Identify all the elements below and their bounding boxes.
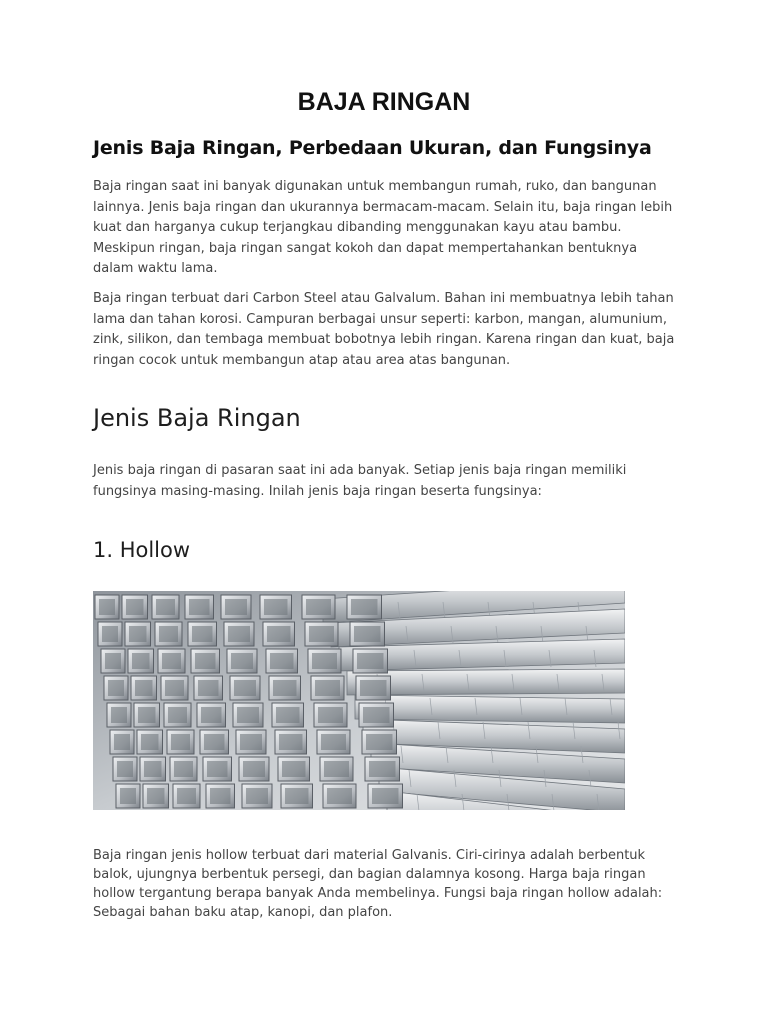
- steel-profile-hollow: [279, 734, 303, 750]
- steel-profile-hollow: [159, 626, 178, 642]
- steel-profile-hollow: [228, 626, 250, 642]
- steel-profile-hollow: [210, 788, 231, 804]
- subsection-heading: 1. Hollow: [93, 538, 191, 562]
- steel-profile-hollow: [207, 761, 228, 777]
- steel-profile-hollow: [306, 599, 331, 615]
- steel-profile-hollow: [174, 761, 193, 777]
- steel-profile-hollow: [315, 680, 340, 696]
- hollow-steel-image: [93, 591, 625, 810]
- steel-profile-hollow: [171, 734, 190, 750]
- steel-profile-hollow: [138, 707, 156, 723]
- steel-profile-hollow: [360, 680, 387, 696]
- section-paragraph: Jenis baja ringan di pasaran saat ini ada banyak. Setiap jenis baja ringan memiliki fungsinya masing-masing. Inilah jenis baja ringan beserta fungsinya:: [93, 463, 627, 499]
- steel-profile-hollow: [105, 653, 121, 669]
- steel-profile-hollow: [129, 626, 147, 642]
- steel-profile-hollow: [204, 734, 225, 750]
- steel-profile-hollow: [198, 680, 219, 696]
- steel-profile-hollow: [99, 599, 115, 615]
- steel-profile-hollow: [237, 707, 259, 723]
- steel-profile-hollow: [234, 680, 256, 696]
- steel-profile-hollow: [156, 599, 175, 615]
- steel-profile-hollow: [270, 653, 294, 669]
- steel-profile-hollow: [273, 680, 297, 696]
- hollow-paragraph: Baja ringan jenis hollow terbuat dari material Galvanis. Ciri-cirinya adalah berbentuk balok, ujungnya berbentuk persegi, dan bagian dalamnya kosong. Harga baja ringan hollow tergantung berapa banyak Anda membelinya. Fungsi baja ringan hollow adalah: Sebagai bahan baku atap, kanopi, dan plafon.: [93, 848, 663, 920]
- steel-profile-hollow: [351, 599, 378, 615]
- section-heading: Jenis Baja Ringan: [93, 404, 301, 432]
- steel-profile-hollow: [195, 653, 216, 669]
- steel-profile-hollow: [366, 734, 393, 750]
- steel-profile-hollow: [201, 707, 222, 723]
- steel-profile-hollow: [240, 734, 262, 750]
- steel-profile-hollow: [225, 599, 247, 615]
- steel-profile-hollow: [369, 761, 396, 777]
- steel-profile-hollow: [114, 734, 130, 750]
- steel-profile-hollow: [243, 761, 265, 777]
- steel-profile-hollow: [147, 788, 165, 804]
- steel-profile-hollow: [162, 653, 181, 669]
- steel-profile-hollow: [117, 761, 133, 777]
- steel-profile-hollow: [285, 788, 309, 804]
- steel-profile-hollow: [141, 734, 159, 750]
- steel-profile-hollow: [357, 653, 384, 669]
- steel-profile-hollow: [282, 761, 306, 777]
- steel-profile-hollow: [324, 761, 349, 777]
- steel-profile-hollow: [309, 626, 334, 642]
- steel-profile-hollow: [132, 653, 150, 669]
- steel-profile-hollow: [126, 599, 144, 615]
- steel-profile-hollow: [327, 788, 352, 804]
- steel-profile-hollow: [372, 788, 399, 804]
- steel-profile-hollow: [246, 788, 268, 804]
- steel-profile-hollow: [312, 653, 337, 669]
- steel-profile-hollow: [102, 626, 118, 642]
- steel-profile-hollow: [120, 788, 136, 804]
- steel-profile-hollow: [189, 599, 210, 615]
- steel-profile-hollow: [231, 653, 253, 669]
- steel-profile-hollow: [363, 707, 390, 723]
- steel-profile-hollow: [192, 626, 213, 642]
- document-subtitle: Jenis Baja Ringan, Perbedaan Ukuran, dan Fungsinya: [93, 137, 652, 159]
- steel-profile-hollow: [267, 626, 291, 642]
- steel-bar-side: [355, 695, 625, 723]
- steel-profile-hollow: [264, 599, 288, 615]
- document-title: BAJA RINGAN: [297, 88, 471, 116]
- steel-profile-hollow: [135, 680, 153, 696]
- steel-profile-hollow: [321, 734, 346, 750]
- steel-profile-hollow: [276, 707, 300, 723]
- stacked-hollow-steel-photo: [93, 591, 625, 810]
- steel-profile-hollow: [108, 680, 124, 696]
- steel-profile-hollow: [318, 707, 343, 723]
- steel-profile-hollow: [354, 626, 381, 642]
- intro-paragraph-1: Baja ringan saat ini banyak digunakan untuk membangun rumah, ruko, dan bangunan lainnya. Jenis baja ringan dan ukurannya bermacam-macam. Selain itu, baja ringan lebih kuat dan harganya cukup terjangkau dibanding menggunakan kayu atau bambu. Meskipun ringan, baja ringan sangat kokoh dan dapat mempertahankan bentuknya dalam waktu lama.: [93, 179, 673, 277]
- steel-profile-hollow: [168, 707, 187, 723]
- steel-profile-hollow: [165, 680, 184, 696]
- steel-profile-hollow: [177, 788, 196, 804]
- steel-profile-hollow: [111, 707, 127, 723]
- steel-profile-hollow: [144, 761, 162, 777]
- intro-paragraph-2: Baja ringan terbuat dari Carbon Steel atau Galvalum. Bahan ini membuatnya lebih tahan lama dan tahan korosi. Campuran berbagai unsur seperti: karbon, mangan, alumunium, zink, silikon, dan tembaga membuat bobotnya lebih ringan. Karena ringan dan kuat, baja ringan cocok untuk membangun atap atau area atas bangunan.: [93, 291, 675, 368]
